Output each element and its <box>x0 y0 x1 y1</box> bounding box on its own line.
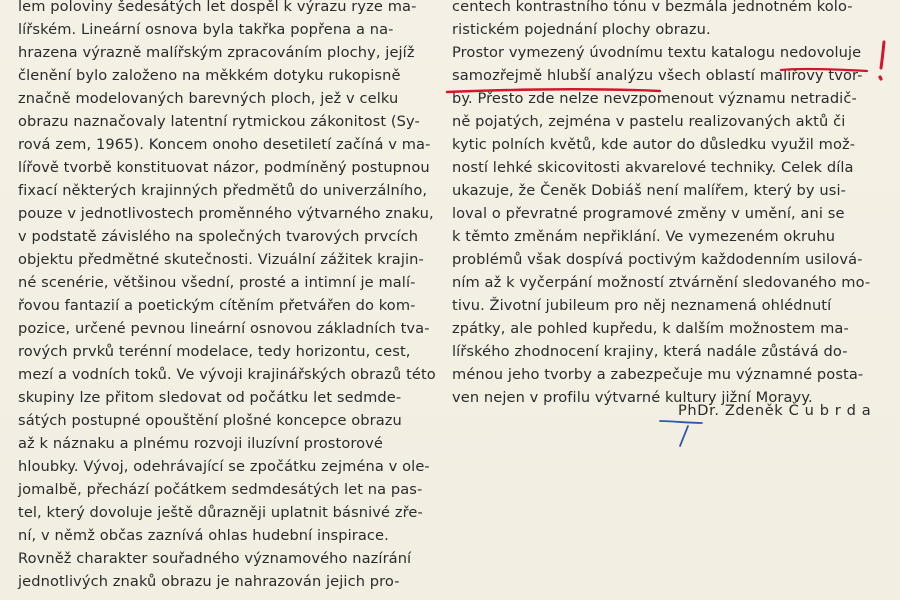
author-signature: PhDr. Zdeněk Č u b r d a <box>678 402 872 419</box>
text-line: značně modelovaných barevných ploch, jež v celku <box>18 90 399 107</box>
text-line: kytic polních květů, kde autor do důsledku využil mož- <box>452 136 856 153</box>
text-line: zpátky, ale pohled kupředu, k dalším možnostem ma- <box>452 320 849 337</box>
text-line: lířském. Lineární osnova byla takřka popřena a na- <box>18 21 394 38</box>
text-line: samozřejmě hlubší analýzu všech oblastí malířovy tvor- <box>452 67 863 84</box>
text-line: lířově tvorbě konstituovat názor, podmíněný postupnou <box>18 159 430 176</box>
text-line: hloubky. Vývoj, odehrávající se zpočátku zejména v ole- <box>18 458 430 475</box>
red-exclamation-mark-icon <box>881 42 884 68</box>
text-line: členění bylo založeno na měkkém dotyku rukopisně <box>18 67 401 84</box>
blue-check-stroke-icon <box>680 426 688 446</box>
text-line: rová zem, 1965). Koncem onoho desetiletí začíná v ma- <box>18 136 431 153</box>
text-line: řovou fantazií a poetickým cítěním přetvářen do kom- <box>18 297 416 314</box>
text-line: ně pojatých, zejména v pastelu realizovaných aktů či <box>452 113 846 130</box>
text-line: jomalbě, přechází počátkem sedmdesátých let na pas- <box>18 481 423 498</box>
text-line: ním až k vyčerpání možností ztvárnění sledovaného mo- <box>452 274 871 291</box>
text-line: tel, který dovoluje ještě důrazněji uplatnit básnivé zře- <box>18 504 423 521</box>
text-line: ménou jeho tvorby a zabezpečuje mu významné posta- <box>452 366 864 383</box>
text-line: obrazu naznačovaly latentní rytmickou zákonitost (Sy- <box>18 113 420 130</box>
text-line: problémů však dospívá poctivým každodenním usilová- <box>452 251 863 268</box>
text-line: ukazuje, že Čeněk Dobiáš není malířem, který by usi- <box>452 182 846 199</box>
text-line: by. Přesto zde nelze nevzpomenout významu netradič- <box>452 90 857 107</box>
text-line: tivu. Životní jubileum pro něj neznamená ohlédnutí <box>452 297 832 314</box>
text-line: sátých postupné opouštění plošné koncepce obrazu <box>18 412 402 429</box>
text-line: jednotlivých znaků obrazu je nahrazován jejich pro- <box>18 573 400 590</box>
text-line: ristickém pojednání plochy obrazu. <box>452 21 711 38</box>
text-line: rových prvků terénní modelace, tedy horizontu, cest, <box>18 343 411 360</box>
text-line: skupiny lze přitom sledovat od počátku let sedmde- <box>18 389 402 406</box>
text-line: hrazena výrazně malířským zpracováním plochy, jejíž <box>18 44 415 61</box>
text-line: pouze v jednotlivostech proměnného výtvarného znaku, <box>18 205 434 222</box>
text-line: fixací některých krajinných předmětů do univerzálního, <box>18 182 428 199</box>
red-exclamation-dot-icon <box>880 77 881 79</box>
text-line: né scenérie, většinou všední, prosté a intimní je malí- <box>18 274 416 291</box>
text-line: Rovněž charakter souřadného významového nazírání <box>18 550 412 567</box>
text-line: lířského zhodnocení krajiny, která nadále zůstává do- <box>452 343 848 360</box>
text-line: loval o převratné programové změny v umění, ani se <box>452 205 845 222</box>
text-line: k těmto změnám nepřiklání. Ve vymezeném okruhu <box>452 228 836 245</box>
text-line: mezí a vodních toků. Ve vývoji krajinářských obrazů této <box>18 366 436 383</box>
blue-check-mark-icon <box>660 421 702 423</box>
text-line: pozice, určené pevnou lineární osnovou základních tva- <box>18 320 430 337</box>
text-line: až k náznaku a plnému rozvoji iluzívní prostorové <box>18 435 383 452</box>
text-line: ven nejen v profilu výtvarné kultury jižní Moravy. <box>452 389 813 406</box>
text-line: v podstatě závislého na společných tvarových prvcích <box>18 228 419 245</box>
text-line: ností lehké skicovitosti akvarelové techniky. Celek díla <box>452 159 854 176</box>
text-line: centech kontrastního tónu v bezmála jednotném kolo- <box>452 0 853 15</box>
text-line: ní, v němž občas zaznívá ohlas hudební inspirace. <box>18 527 389 544</box>
text-line: objektu předmětné skutečnosti. Vizuální zážitek krajin- <box>18 251 424 268</box>
text-line: lem poloviny šedesátých let dospěl k výrazu ryze ma- <box>18 0 417 15</box>
text-line: Prostor vymezený úvodnímu textu katalogu nedovoluje <box>452 44 862 61</box>
